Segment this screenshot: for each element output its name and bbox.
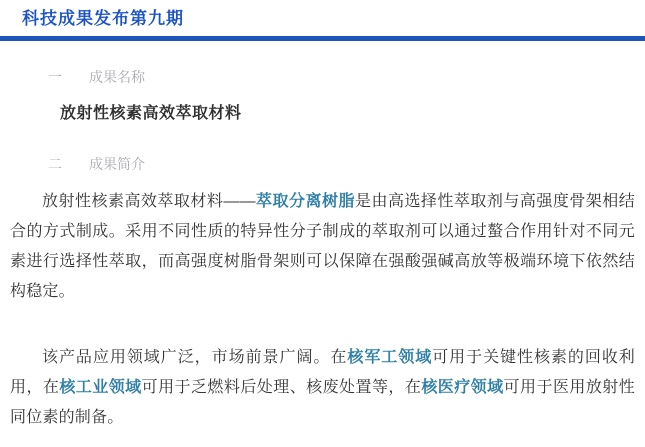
highlight-term: 核军工领域	[347, 349, 433, 366]
page-header	[0, 0, 645, 29]
text-segment: 是由高选择性萃取剂与高强度骨架相结合的方式制成。采用不同性质的特异性分子制成的萃取剂可以通过螯合作用针对不同元素进行选择性萃取，而高强度树脂骨架则可以保障在强酸强碱高放等极端环境下依然结构稳定。	[10, 193, 635, 300]
text-segment: 可用于乏燃料后处理、核废处置等，在	[141, 379, 422, 396]
header-divider-bar	[0, 36, 645, 41]
section-number: 二	[48, 156, 62, 172]
intro-paragraph-1	[10, 187, 635, 307]
section-label-text: 成果简介	[89, 156, 145, 172]
highlight-term: 核医疗领域	[421, 379, 504, 396]
text-segment: 该产品应用领域广泛，市场前景广阔。在	[42, 349, 348, 366]
text-segment: 可用于关键性核素的回收利用，在	[10, 349, 635, 396]
page-title: 科技成果发布第九期	[22, 9, 184, 28]
achievement-name: 放射性核素高效萃取材料	[60, 105, 242, 122]
intro-paragraph-2	[10, 343, 635, 433]
highlight-term: 核工业领域	[59, 379, 142, 396]
section-heading-intro	[48, 156, 645, 172]
section-heading-name	[48, 69, 645, 85]
text-segment: 可用于医用放射性同位素的制备。	[10, 379, 635, 426]
section-number: 一	[48, 69, 62, 85]
text-segment: 放射性核素高效萃取材料——	[42, 193, 256, 210]
section-label-text: 成果名称	[89, 69, 145, 85]
highlight-term: 萃取分离树脂	[255, 193, 355, 210]
